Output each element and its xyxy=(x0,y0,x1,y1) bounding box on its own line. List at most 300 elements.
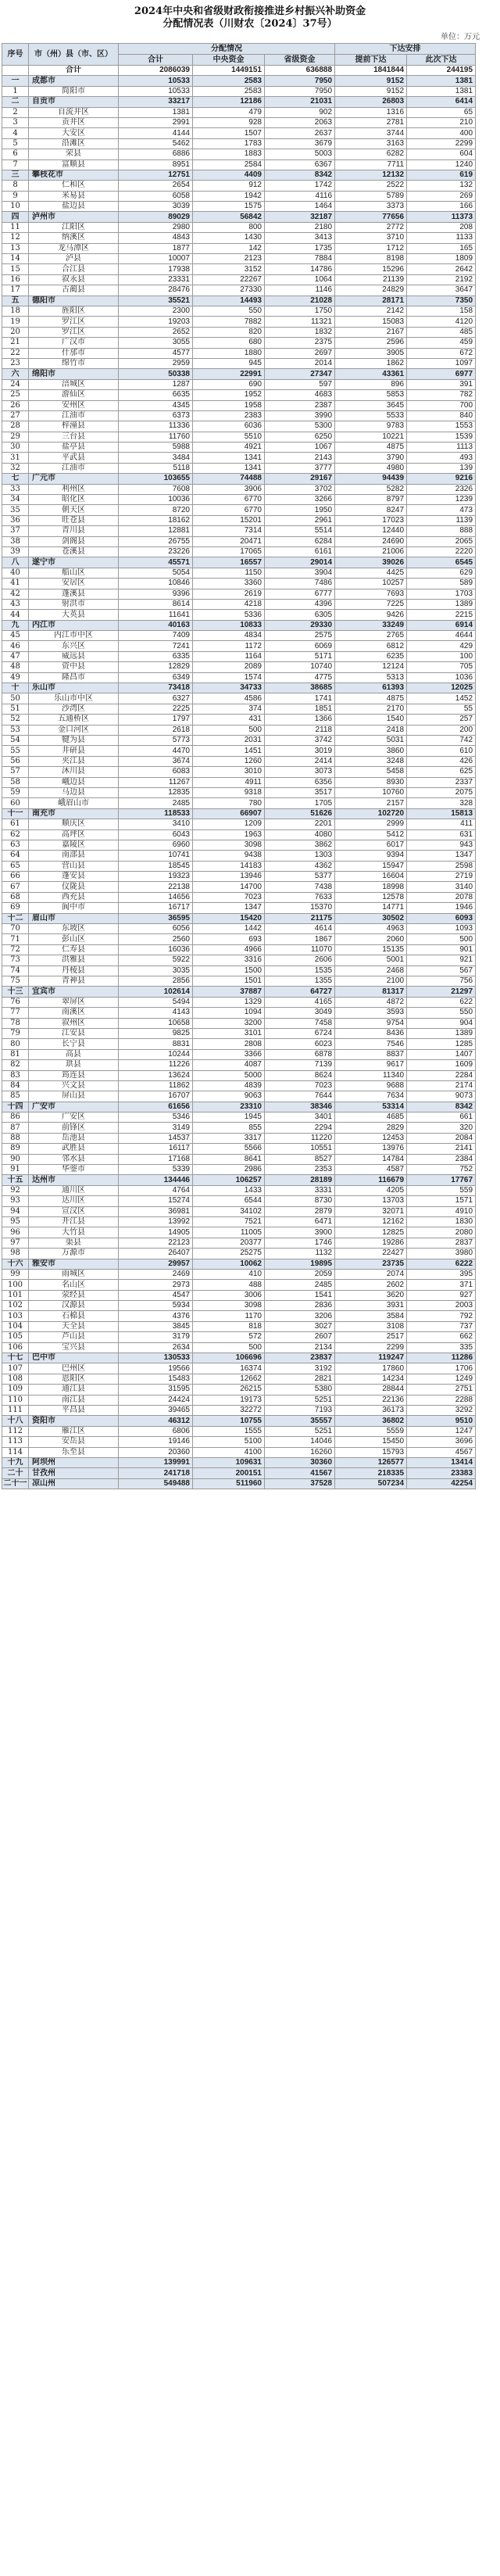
advance-cell: 94439 xyxy=(335,474,407,484)
row-seq: 三 xyxy=(2,170,29,180)
central-cell: 431 xyxy=(193,715,265,725)
total-cell: 50338 xyxy=(119,369,193,379)
this-time-cell: 320 xyxy=(407,1123,476,1133)
row-seq: 43 xyxy=(2,599,29,609)
province-cell: 2637 xyxy=(265,128,335,138)
total-cell: 10533 xyxy=(119,76,193,86)
total-cell: 2469 xyxy=(119,1269,193,1279)
advance-cell: 7546 xyxy=(335,1039,407,1049)
this-time-cell: 395 xyxy=(407,1269,476,1279)
row-seq: 38 xyxy=(2,536,29,546)
total-cell: 4143 xyxy=(119,1008,193,1018)
total-cell: 22138 xyxy=(119,882,193,892)
table-row xyxy=(2,787,476,797)
advance-cell: 14234 xyxy=(335,1374,407,1384)
advance-cell: 9688 xyxy=(335,1080,407,1091)
city-row xyxy=(2,808,476,819)
this-time-cell: 888 xyxy=(407,526,476,536)
row-seq: 44 xyxy=(2,610,29,620)
city-row xyxy=(2,1259,476,1269)
this-time-cell: 426 xyxy=(407,756,476,766)
this-time-cell: 9073 xyxy=(407,1091,476,1102)
this-time-cell: 13414 xyxy=(407,1457,476,1467)
this-time-cell: 705 xyxy=(407,662,476,672)
row-seq: 79 xyxy=(2,1028,29,1038)
advance-cell: 22427 xyxy=(335,1249,407,1259)
row-seq: 82 xyxy=(2,1060,29,1070)
province-cell: 32187 xyxy=(265,212,335,222)
row-name: 巴州区 xyxy=(29,1363,119,1374)
central-cell: 2383 xyxy=(193,410,265,421)
province-cell: 3027 xyxy=(265,1321,335,1331)
advance-cell: 15083 xyxy=(335,317,407,327)
this-time-cell: 391 xyxy=(407,379,476,389)
table-row xyxy=(2,662,476,672)
row-seq: 75 xyxy=(2,976,29,986)
central-cell: 9063 xyxy=(193,1091,265,1102)
central-cell: 693 xyxy=(193,934,265,944)
this-time-cell: 158 xyxy=(407,306,476,316)
total-cell: 16717 xyxy=(119,903,193,913)
row-seq: 105 xyxy=(2,1332,29,1342)
row-seq: 42 xyxy=(2,589,29,599)
table-row xyxy=(2,128,476,138)
province-cell: 6724 xyxy=(265,1028,335,1038)
row-seq: 12 xyxy=(2,233,29,243)
total-cell: 6806 xyxy=(119,1426,193,1436)
total-cell: 2485 xyxy=(119,798,193,808)
this-time-cell: 927 xyxy=(407,1290,476,1300)
advance-cell: 5001 xyxy=(335,955,407,966)
this-time-cell: 2384 xyxy=(407,1154,476,1164)
advance-cell: 2299 xyxy=(335,1342,407,1352)
central-cell: 14700 xyxy=(193,882,265,892)
this-time-cell: 1539 xyxy=(407,432,476,442)
row-seq: 95 xyxy=(2,1216,29,1227)
province-cell: 2879 xyxy=(265,1206,335,1216)
this-time-cell: 1553 xyxy=(407,421,476,432)
row-name: 屏山县 xyxy=(29,1091,119,1102)
province-cell: 7486 xyxy=(265,579,335,589)
central-cell: 3317 xyxy=(193,1133,265,1143)
this-time-cell: 2337 xyxy=(407,777,476,787)
advance-cell: 19286 xyxy=(335,1238,407,1248)
central-cell: 5510 xyxy=(193,432,265,442)
row-name: 自贡市 xyxy=(29,97,119,107)
advance-cell: 9783 xyxy=(335,421,407,432)
row-seq: 92 xyxy=(2,1185,29,1195)
this-time-cell: 244195 xyxy=(407,66,476,76)
row-name: 资阳市 xyxy=(29,1416,119,1426)
this-time-cell: 2141 xyxy=(407,1144,476,1154)
this-time-cell: 3980 xyxy=(407,1249,476,1259)
row-name: 米易县 xyxy=(29,191,119,201)
row-name: 南溪区 xyxy=(29,1008,119,1018)
this-time-cell: 567 xyxy=(407,966,476,976)
this-time-cell: 2174 xyxy=(407,1080,476,1091)
table-row xyxy=(2,1144,476,1154)
advance-cell: 8436 xyxy=(335,1028,407,1038)
row-name: 江安县 xyxy=(29,1028,119,1038)
total-cell: 24424 xyxy=(119,1395,193,1405)
advance-cell: 43361 xyxy=(335,369,407,379)
city-row xyxy=(2,369,476,379)
province-cell: 4396 xyxy=(265,599,335,609)
province-cell: 2575 xyxy=(265,631,335,641)
this-time-cell: 8342 xyxy=(407,1102,476,1112)
row-seq: 35 xyxy=(2,505,29,515)
row-seq: 96 xyxy=(2,1227,29,1238)
table-row xyxy=(2,944,476,955)
row-seq: 10 xyxy=(2,202,29,212)
advance-cell: 12440 xyxy=(335,526,407,536)
this-time-cell: 210 xyxy=(407,117,476,127)
province-cell: 6367 xyxy=(265,159,335,170)
row-name: 泸州市 xyxy=(29,212,119,222)
advance-cell: 12825 xyxy=(335,1227,407,1238)
central-cell: 2031 xyxy=(193,736,265,746)
row-name: 仁和区 xyxy=(29,181,119,191)
advance-cell: 7693 xyxy=(335,589,407,599)
total-cell: 3055 xyxy=(119,338,193,348)
table-row xyxy=(2,1406,476,1416)
this-time-cell: 2220 xyxy=(407,546,476,557)
row-seq: 37 xyxy=(2,526,29,536)
this-time-cell: 4567 xyxy=(407,1447,476,1457)
row-seq: 十八 xyxy=(2,1416,29,1426)
total-cell: 36595 xyxy=(119,913,193,923)
this-time-cell: 6093 xyxy=(407,913,476,923)
central-cell: 1433 xyxy=(193,1185,265,1195)
row-seq: 16 xyxy=(2,274,29,285)
advance-cell: 2772 xyxy=(335,222,407,232)
row-seq: 七 xyxy=(2,474,29,484)
this-time-cell: 328 xyxy=(407,798,476,808)
row-seq: 94 xyxy=(2,1206,29,1216)
row-name: 合计 xyxy=(29,66,119,76)
row-name: 眉山市 xyxy=(29,913,119,923)
total-cell: 2654 xyxy=(119,181,193,191)
province-cell: 2375 xyxy=(265,338,335,348)
table-row xyxy=(2,358,476,368)
total-cell: 2973 xyxy=(119,1280,193,1290)
province-cell: 6471 xyxy=(265,1216,335,1227)
central-cell: 945 xyxy=(193,358,265,368)
province-cell: 2821 xyxy=(265,1374,335,1384)
province-cell: 597 xyxy=(265,379,335,389)
province-cell: 1146 xyxy=(265,285,335,296)
row-seq: 65 xyxy=(2,861,29,871)
this-time-cell: 1381 xyxy=(407,76,476,86)
central-cell: 1094 xyxy=(193,1008,265,1018)
province-cell: 21175 xyxy=(265,913,335,923)
table-row xyxy=(2,1206,476,1216)
table-row xyxy=(2,1426,476,1436)
advance-cell: 3593 xyxy=(335,1008,407,1018)
central-cell: 820 xyxy=(193,327,265,337)
total-cell: 5339 xyxy=(119,1165,193,1175)
province-cell: 6069 xyxy=(265,641,335,651)
central-cell: 25275 xyxy=(193,1249,265,1259)
province-cell: 5300 xyxy=(265,421,335,432)
province-cell: 8527 xyxy=(265,1154,335,1164)
table-row xyxy=(2,599,476,609)
this-time-cell: 17767 xyxy=(407,1175,476,1185)
row-name: 西充县 xyxy=(29,892,119,902)
row-seq: 84 xyxy=(2,1080,29,1091)
central-cell: 2583 xyxy=(193,86,265,96)
province-cell: 2961 xyxy=(265,515,335,525)
central-cell: 12186 xyxy=(193,97,265,107)
central-cell: 10755 xyxy=(193,1416,265,1426)
province-cell: 1735 xyxy=(265,243,335,253)
this-time-cell: 42254 xyxy=(407,1478,476,1489)
row-seq: 6 xyxy=(2,149,29,159)
central-cell: 7023 xyxy=(193,892,265,902)
total-cell: 4144 xyxy=(119,128,193,138)
row-name: 天全县 xyxy=(29,1321,119,1331)
advance-cell: 15793 xyxy=(335,1447,407,1457)
table-row xyxy=(2,631,476,641)
province-cell: 2606 xyxy=(265,955,335,966)
row-name: 汉源县 xyxy=(29,1301,119,1311)
total-cell: 5988 xyxy=(119,442,193,453)
title-line-1: 2024年中央和省级财政衔接推进乡村振兴补助资金 xyxy=(134,5,366,17)
table-row xyxy=(2,1028,476,1038)
total-cell: 29957 xyxy=(119,1259,193,1269)
total-cell: 102614 xyxy=(119,987,193,997)
province-cell: 2014 xyxy=(265,358,335,368)
row-seq: 24 xyxy=(2,379,29,389)
this-time-cell: 6914 xyxy=(407,620,476,630)
this-time-cell: 672 xyxy=(407,348,476,358)
province-cell: 14786 xyxy=(265,264,335,274)
table-row xyxy=(2,306,476,316)
this-time-cell: 1113 xyxy=(407,442,476,453)
this-time-cell: 2215 xyxy=(407,610,476,620)
central-cell: 4409 xyxy=(193,170,265,180)
table-row xyxy=(2,159,476,170)
total-cell: 12829 xyxy=(119,662,193,672)
row-name: 威远县 xyxy=(29,651,119,661)
advance-cell: 17023 xyxy=(335,515,407,525)
province-cell: 3049 xyxy=(265,1008,335,1018)
total-cell: 6083 xyxy=(119,767,193,777)
this-time-cell: 901 xyxy=(407,944,476,955)
central-cell: 690 xyxy=(193,379,265,389)
table-row xyxy=(2,746,476,756)
advance-cell: 5559 xyxy=(335,1426,407,1436)
this-time-cell: 1809 xyxy=(407,254,476,264)
unit-note: 单位：万元 xyxy=(441,33,480,41)
province-cell: 3019 xyxy=(265,746,335,756)
advance-cell: 1712 xyxy=(335,243,407,253)
this-time-cell: 943 xyxy=(407,840,476,850)
province-cell: 3192 xyxy=(265,1363,335,1374)
central-cell: 4966 xyxy=(193,944,265,955)
province-cell: 16260 xyxy=(265,1447,335,1457)
row-name: 大竹县 xyxy=(29,1227,119,1238)
province-cell: 1355 xyxy=(265,976,335,986)
advance-cell: 2074 xyxy=(335,1269,407,1279)
row-seq: 108 xyxy=(2,1374,29,1384)
central-cell: 818 xyxy=(193,1321,265,1331)
province-cell: 7950 xyxy=(265,76,335,86)
row-seq: 五 xyxy=(2,296,29,306)
row-seq: 21 xyxy=(2,338,29,348)
province-cell: 7633 xyxy=(265,892,335,902)
row-name: 沙湾区 xyxy=(29,704,119,714)
central-cell: 7314 xyxy=(193,526,265,536)
province-cell: 38685 xyxy=(265,683,335,693)
central-cell: 106696 xyxy=(193,1353,265,1363)
header-name: 市（州）县（市、区） xyxy=(29,44,119,66)
row-name: 叙永县 xyxy=(29,274,119,285)
row-seq: 36 xyxy=(2,515,29,525)
row-name: 开江县 xyxy=(29,1216,119,1227)
this-time-cell: 55 xyxy=(407,704,476,714)
central-cell: 912 xyxy=(193,181,265,191)
table-row xyxy=(2,285,476,296)
table-row xyxy=(2,568,476,578)
row-name: 荣县 xyxy=(29,149,119,159)
table-row xyxy=(2,138,476,149)
table-row xyxy=(2,442,476,453)
this-time-cell: 2192 xyxy=(407,274,476,285)
row-name: 罗江区 xyxy=(29,327,119,337)
row-seq: 45 xyxy=(2,631,29,641)
row-seq: 62 xyxy=(2,829,29,840)
total-cell: 2086039 xyxy=(119,66,193,76)
central-cell: 23310 xyxy=(193,1102,265,1112)
advance-cell: 3584 xyxy=(335,1311,407,1321)
total-cell: 5934 xyxy=(119,1301,193,1311)
province-cell: 902 xyxy=(265,107,335,117)
table-row xyxy=(2,1060,476,1070)
advance-cell: 15296 xyxy=(335,264,407,274)
total-cell: 10007 xyxy=(119,254,193,264)
total-cell: 134446 xyxy=(119,1175,193,1185)
header-advance: 提前下达 xyxy=(335,55,407,66)
this-time-cell: 132 xyxy=(407,181,476,191)
table-row xyxy=(2,254,476,264)
this-time-cell: 1389 xyxy=(407,599,476,609)
this-time-cell: 550 xyxy=(407,1008,476,1018)
row-seq: 8 xyxy=(2,181,29,191)
central-cell: 66907 xyxy=(193,808,265,819)
province-cell: 4614 xyxy=(265,924,335,934)
table-row xyxy=(2,1321,476,1331)
this-time-cell: 752 xyxy=(407,1165,476,1175)
table-row xyxy=(2,1311,476,1321)
row-name: 彭山区 xyxy=(29,934,119,944)
row-seq: 28 xyxy=(2,421,29,432)
total-cell: 26407 xyxy=(119,1249,193,1259)
table-row xyxy=(2,997,476,1007)
row-seq xyxy=(2,66,29,76)
central-cell: 1880 xyxy=(193,348,265,358)
city-row xyxy=(2,296,476,306)
province-cell: 1950 xyxy=(265,505,335,515)
total-cell: 6960 xyxy=(119,840,193,850)
row-name: 筠连县 xyxy=(29,1070,119,1080)
total-cell: 12751 xyxy=(119,170,193,180)
province-cell: 29167 xyxy=(265,474,335,484)
this-time-cell: 429 xyxy=(407,641,476,651)
central-cell: 680 xyxy=(193,338,265,348)
table-row xyxy=(2,1008,476,1018)
province-cell: 8730 xyxy=(265,1196,335,1206)
this-time-cell: 3647 xyxy=(407,285,476,296)
this-time-cell: 200 xyxy=(407,725,476,735)
row-name: 游仙区 xyxy=(29,390,119,400)
province-cell: 4683 xyxy=(265,390,335,400)
row-name: 沿滩区 xyxy=(29,138,119,149)
row-seq: 39 xyxy=(2,546,29,557)
row-seq: 99 xyxy=(2,1269,29,1279)
province-cell: 27347 xyxy=(265,369,335,379)
this-time-cell: 661 xyxy=(407,1112,476,1123)
total-cell: 7608 xyxy=(119,484,193,494)
row-seq: 74 xyxy=(2,966,29,976)
central-cell: 11005 xyxy=(193,1227,265,1238)
this-time-cell: 631 xyxy=(407,829,476,840)
central-cell: 7882 xyxy=(193,317,265,327)
table-row xyxy=(2,1447,476,1457)
row-seq: 十七 xyxy=(2,1353,29,1363)
advance-cell: 3163 xyxy=(335,138,407,149)
row-seq: 60 xyxy=(2,798,29,808)
table-row xyxy=(2,651,476,661)
advance-cell: 507234 xyxy=(335,1478,407,1489)
row-seq: 5 xyxy=(2,138,29,149)
row-seq: 87 xyxy=(2,1123,29,1133)
central-cell: 1449151 xyxy=(193,66,265,76)
this-time-cell: 2751 xyxy=(407,1385,476,1395)
advance-cell: 15947 xyxy=(335,861,407,871)
total-cell: 118533 xyxy=(119,808,193,819)
total-cell: 10036 xyxy=(119,495,193,505)
table-row xyxy=(2,872,476,882)
total-cell: 12881 xyxy=(119,526,193,536)
province-cell: 30360 xyxy=(265,1457,335,1467)
row-seq: 98 xyxy=(2,1249,29,1259)
total-cell: 3149 xyxy=(119,1123,193,1133)
total-cell: 23226 xyxy=(119,546,193,557)
row-name: 盐亭县 xyxy=(29,442,119,453)
row-seq: 64 xyxy=(2,851,29,861)
total-cell: 241718 xyxy=(119,1468,193,1478)
province-cell: 1067 xyxy=(265,442,335,453)
this-time-cell: 1247 xyxy=(407,1426,476,1436)
this-time-cell: 559 xyxy=(407,1185,476,1195)
table-row xyxy=(2,1385,476,1395)
this-time-cell: 1452 xyxy=(407,693,476,704)
row-seq: 十 xyxy=(2,683,29,693)
province-cell: 3990 xyxy=(265,410,335,421)
this-time-cell: 1133 xyxy=(407,233,476,243)
row-seq: 33 xyxy=(2,484,29,494)
row-name: 朝天区 xyxy=(29,505,119,515)
advance-cell: 81317 xyxy=(335,987,407,997)
table-row xyxy=(2,107,476,117)
total-cell: 6373 xyxy=(119,410,193,421)
total-cell: 8614 xyxy=(119,599,193,609)
central-cell: 479 xyxy=(193,107,265,117)
row-seq: 九 xyxy=(2,620,29,630)
advance-cell: 3373 xyxy=(335,202,407,212)
advance-cell: 2517 xyxy=(335,1332,407,1342)
